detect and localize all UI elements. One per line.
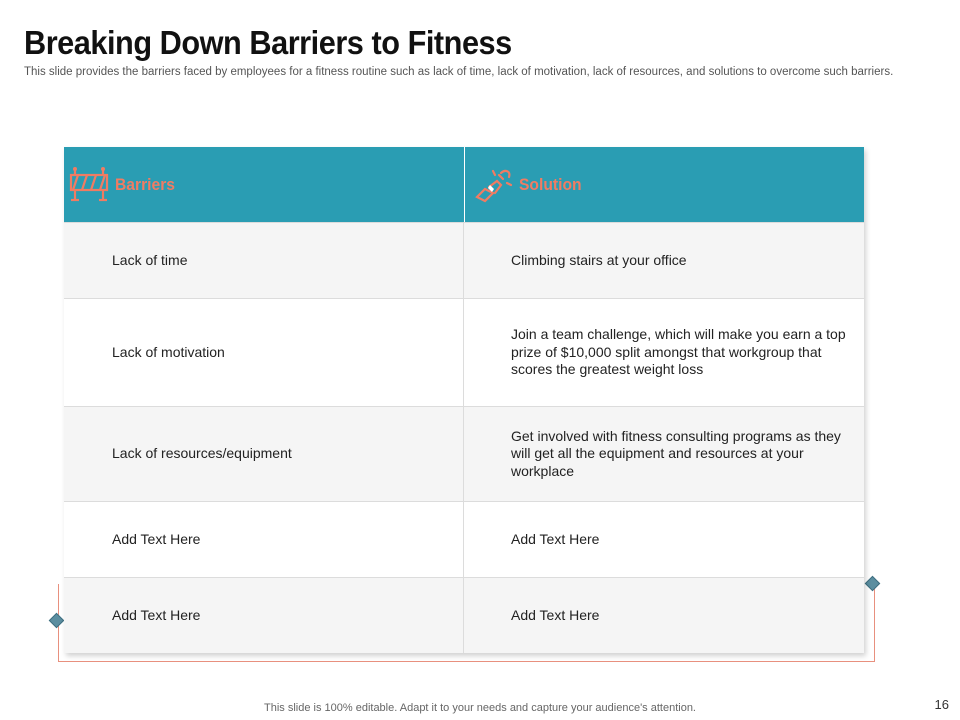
table-row [64,501,864,577]
table-row [64,298,864,406]
barrier-cell [64,299,464,406]
barrier-cell [64,223,464,298]
barrier-text: Add Text Here [112,606,201,623]
barrier-icon [67,163,111,207]
barrier-cell [64,578,464,653]
solution-cell [464,299,864,406]
solution-cell [464,502,864,577]
solution-cell [464,578,864,653]
solution-text: Add Text Here [511,530,600,547]
header-barriers [64,147,464,222]
barriers-table [64,147,864,653]
barrier-text: Lack of motivation [112,343,225,360]
solution-text: Join a team challenge, which will make you earn a top prize of $10,000 split amongst that workgroup that scores the greatest weight loss [511,326,846,378]
page-number: 16 [934,697,949,712]
slide-footer: This slide is 100% editable. Adapt it to your needs and capture your audience's attention. [264,702,696,714]
table-row [64,406,864,501]
slide-subtitle: This slide provides the barriers faced by employees for a fitness routine such as lack of time, lack of motivation, lack of resources, and solutions to overcome such barriers. [24,66,894,78]
header-solution-label: Solution [519,174,582,194]
barrier-text: Add Text Here [112,530,201,547]
solution-cell [464,407,864,501]
barrier-cell [64,502,464,577]
table-row [64,222,864,298]
barrier-text: Lack of time [112,251,188,268]
solution-icon [471,163,515,207]
barrier-text: Lack of resources/equipment [112,445,292,462]
barrier-cell [64,407,464,501]
header-barriers-label: Barriers [115,174,176,194]
header-solution [464,147,864,222]
table-header [64,147,864,222]
solution-text: Add Text Here [511,606,600,623]
slide-title: Breaking Down Barriers to Fitness [24,24,512,61]
table-row [64,577,864,653]
solution-cell [464,223,864,298]
solution-text: Climbing stairs at your office [511,251,687,268]
solution-text: Get involved with fitness consulting programs as they will get all the equipment and resources at your workplace [511,427,841,479]
